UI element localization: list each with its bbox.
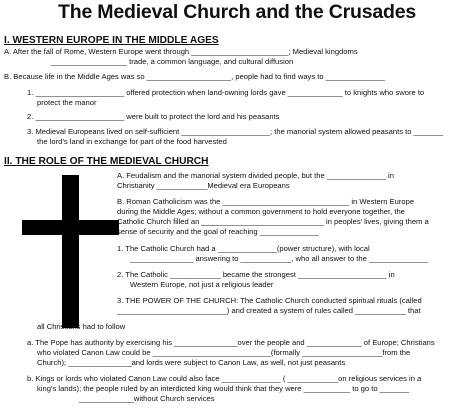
worksheet-line: 2. The Catholic ____________ became the strongest _____________________ in	[117, 270, 395, 279]
worksheet-line: who violated Canon Law could be ____________________________(formally ___________________from the	[37, 348, 411, 357]
worksheet-line: B. Roman Catholicism was the ______________________________ in Western Europe	[117, 197, 415, 206]
worksheet-line: Western Europe, not just a religious leader	[130, 280, 274, 289]
worksheet-line: _______________ answering to ____________, who all answer to the ______________	[130, 254, 429, 263]
worksheet-line: 2. _____________________ were built to protect the lord and his peasants	[27, 112, 280, 121]
worksheet-line: 3. Medieval Europeans lived on self-sufficient _____________________; the manorial system allowed peasants to _______	[27, 127, 444, 136]
worksheet-line: 1. The Catholic Church had a ______________(power structure), with local	[117, 244, 370, 253]
worksheet-line: sense of security and the goal of reaching ______________	[117, 227, 319, 236]
worksheet-line: during the Middle Ages; without a common government to hold everyone together, the	[117, 207, 405, 216]
worksheet-line: A. Feudalism and the manorial system divided people, but the ______________ in	[117, 171, 394, 180]
worksheet-line: B. Because life in the Middle Ages was so ____________________, people had to find ways to ______________	[4, 72, 385, 81]
worksheet-line: 1. _____________________ offered protection when land-owning lords gave _____________ to knights who swore to	[27, 88, 425, 97]
worksheet-line: Church); _______________and lords were subject to Canon Law, as well, not just peasants	[37, 358, 346, 367]
page-title: The Medieval Church and the Crusades	[58, 1, 416, 23]
worksheet-line: _____________without Church services	[79, 394, 215, 403]
worksheet-line: protect the manor	[37, 98, 97, 107]
worksheet-line: Christianity ____________Medieval era Europeans	[117, 181, 290, 190]
section-heading-medieval-church: II. THE ROLE OF THE MEDIEVAL CHURCH	[4, 156, 209, 167]
worksheet-line: king’s lands); the people ruled by an interdicted king would think that they were ___________ to go to _______	[37, 384, 410, 393]
worksheet-line: all Christians had to follow	[37, 322, 126, 331]
worksheet-line: __________________ trade, a common language, and cultural diffusion	[51, 57, 294, 66]
worksheet-line: a. The Pope has authority by exercising his _______________over the people and _____________ of Europe; Christians	[27, 338, 435, 347]
worksheet-line: the lord’s land in exchange for part of the food harvested	[37, 137, 227, 146]
section-heading-western-europe: I. WESTERN EUROPE IN THE MIDDLE AGES	[4, 35, 219, 46]
worksheet-line: 3. THE POWER OF THE CHURCH: The Catholic Church conducted spiritual rituals (called	[117, 296, 422, 305]
worksheet-line: Catholic Church filled an _____________________________ in peoples’ lives, giving them a	[117, 217, 429, 226]
worksheet-line: __________________________) and created a system of rules called ____________ that	[117, 306, 421, 315]
worksheet-line: A. After the fall of Rome, Western Europe went through _______________________; Medieval kingdoms	[4, 47, 358, 56]
worksheet-line: b. Kings or lords who violated Canon Law could also face ______________ ( ____________on religious services in a	[27, 374, 422, 383]
